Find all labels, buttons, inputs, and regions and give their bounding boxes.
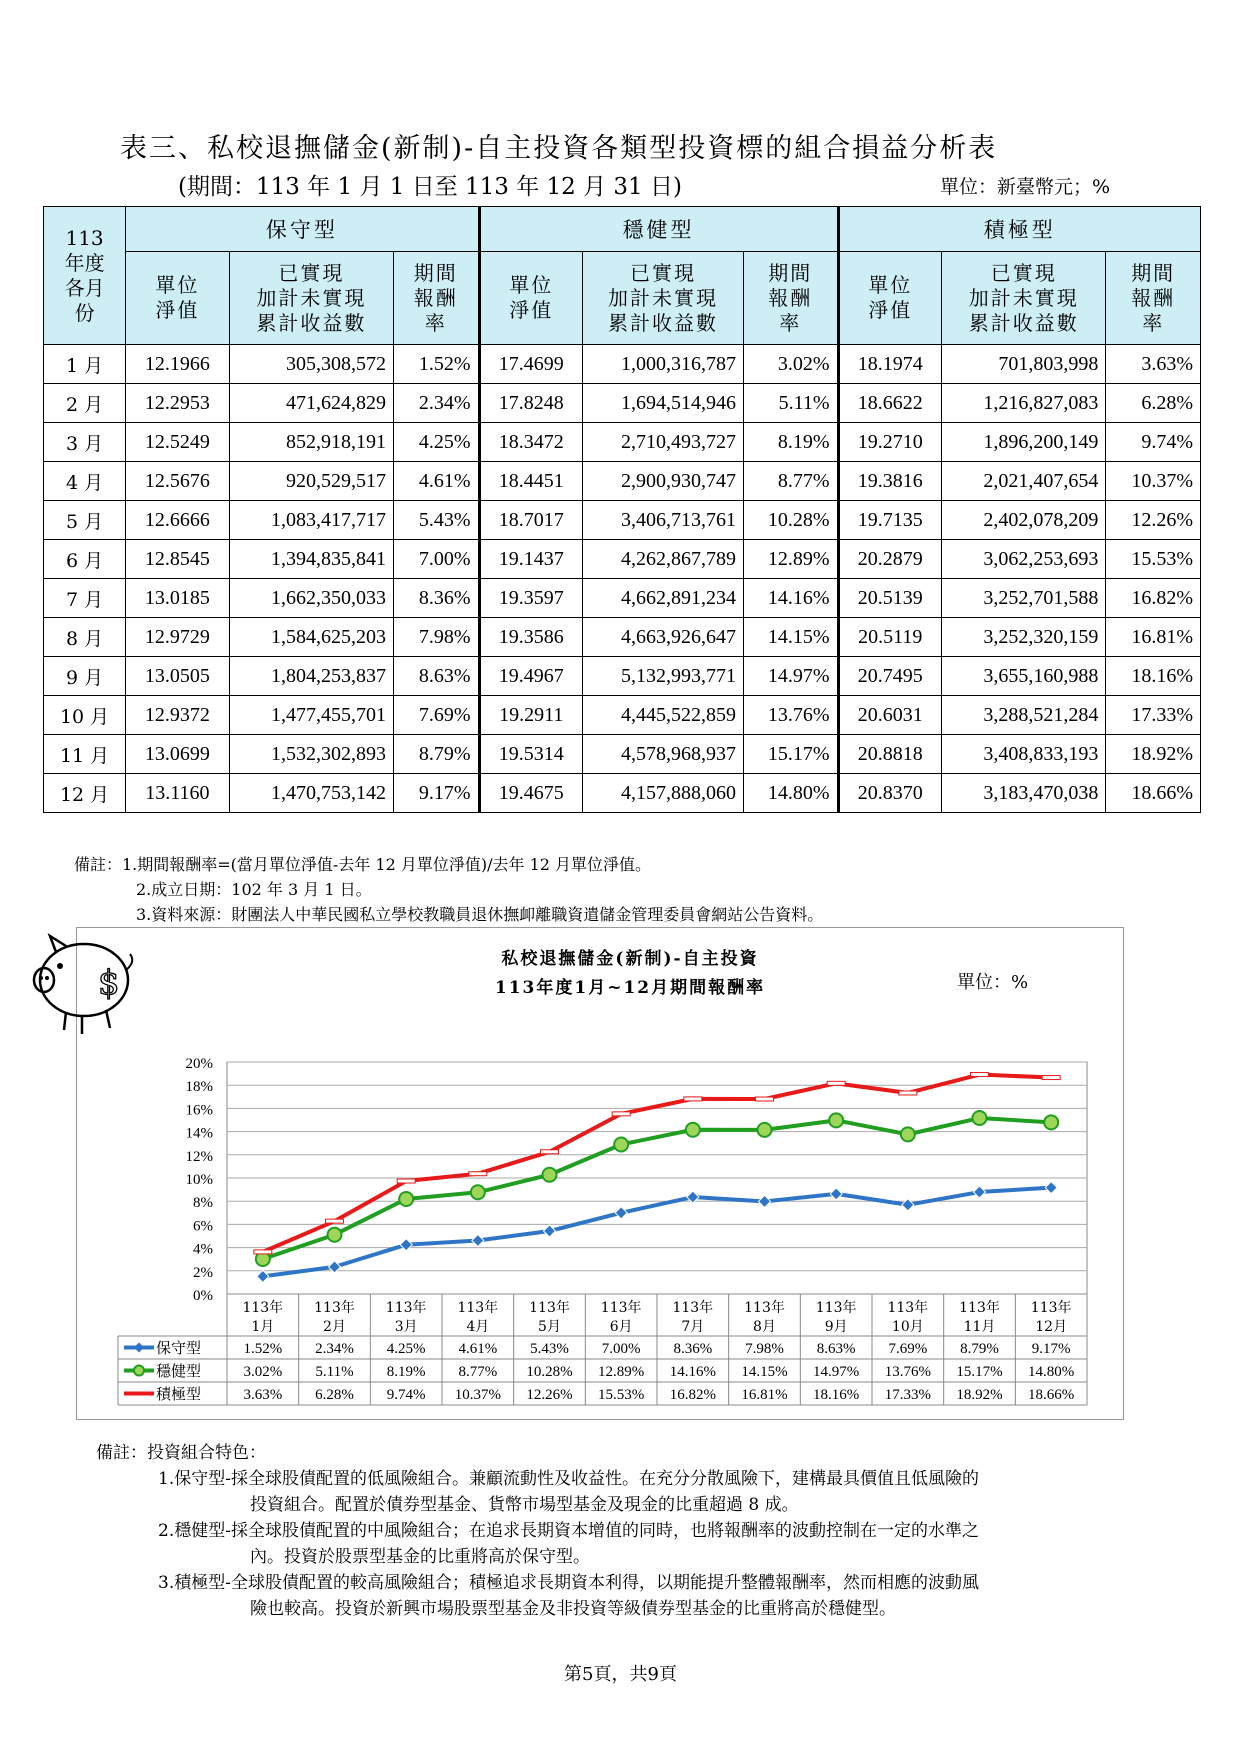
nav-cell: 19.5314 (479, 735, 583, 774)
data-point (1044, 1115, 1058, 1129)
data-label: 10.37% (454, 1387, 501, 1403)
rate-cell: 12.89% (744, 540, 839, 579)
legend-label: 保守型 (156, 1339, 202, 1357)
gain-cell: 3,406,713,761 (583, 501, 744, 540)
gain-cell: 1,662,350,033 (229, 579, 393, 618)
note-line: 備註：1.期間報酬率=(當月單位淨值-去年 12 月單位淨值)/去年 12 月單位淨值。 (74, 855, 652, 874)
gain-cell: 4,445,522,859 (583, 696, 744, 735)
data-point (684, 1097, 702, 1101)
rate-cell: 14.16% (744, 579, 839, 618)
x-tick-label: 113年 (744, 1300, 785, 1316)
x-tick-label: 10月 (891, 1319, 924, 1335)
data-point (827, 1081, 845, 1085)
rate-cell: 10.37% (1106, 462, 1201, 501)
data-label: 5.43% (530, 1341, 569, 1357)
nav-cell: 17.8248 (479, 384, 583, 423)
data-point (686, 1123, 700, 1137)
data-point (971, 1073, 989, 1077)
nav-cell: 20.5139 (838, 579, 942, 618)
rate-cell: 12.26% (1106, 501, 1201, 540)
rate-cell: 3.63% (1106, 345, 1201, 384)
nav-cell: 13.0505 (126, 657, 230, 696)
gain-cell: 3,062,253,693 (942, 540, 1106, 579)
portfolio-notes (96, 1440, 979, 1622)
page-title: 表三、私校退撫儲金(新制)-自主投資各類型投資標的組合損益分析表 (120, 133, 998, 164)
note-line: 2.成立日期：102 年 3 月 1 日。 (136, 880, 372, 899)
gain-cell: 2,900,930,747 (583, 462, 744, 501)
nav-cell: 19.3597 (479, 579, 583, 618)
rate-cell: 10.28% (744, 501, 839, 540)
data-label: 14.15% (741, 1364, 788, 1380)
rate-cell: 18.92% (1106, 735, 1201, 774)
x-tick-label: 9月 (824, 1319, 848, 1335)
data-label: 17.33% (884, 1387, 931, 1403)
nav-cell: 12.5249 (126, 423, 230, 462)
data-point (471, 1185, 485, 1199)
nav-cell: 19.4967 (479, 657, 583, 696)
nav-cell: 19.1437 (479, 540, 583, 579)
nav-cell: 20.7495 (838, 657, 942, 696)
x-tick-label: 5月 (538, 1319, 561, 1335)
data-point (829, 1113, 843, 1127)
month-cell: 12 月 (44, 774, 126, 813)
data-point (901, 1127, 915, 1141)
period-return-header: 期間 報酬 率 (1106, 252, 1201, 345)
x-tick-label: 6月 (609, 1319, 633, 1335)
nav-cell: 12.2953 (126, 384, 230, 423)
gain-cell: 4,663,926,647 (583, 618, 744, 657)
nav-cell: 19.3816 (838, 462, 942, 501)
rate-cell: 6.28% (1106, 384, 1201, 423)
gain-cell: 3,252,320,159 (942, 618, 1106, 657)
nav-cell: 20.8818 (838, 735, 942, 774)
x-tick-label: 7月 (681, 1319, 705, 1335)
data-label: 14.97% (813, 1364, 860, 1380)
svg-text:$: $ (98, 963, 120, 1003)
rate-cell: 13.76% (744, 696, 839, 735)
data-label: 4.61% (458, 1341, 498, 1357)
gain-cell: 471,624,829 (229, 384, 393, 423)
month-cell: 5 月 (44, 501, 126, 540)
rate-cell: 16.81% (1106, 618, 1201, 657)
unit-nav-header: 單位 淨值 (838, 252, 942, 345)
data-label: 8.19% (386, 1364, 426, 1380)
chart-unit: 單位：% (957, 972, 1029, 993)
month-cell: 6 月 (44, 540, 126, 579)
month-cell: 3 月 (44, 423, 126, 462)
x-tick-label: 113年 (314, 1300, 355, 1316)
y-tick-label: 8% (193, 1195, 213, 1212)
cumulative-gain-header: 已實現 加計未實現 累計收益數 (583, 252, 744, 345)
data-label: 2.34% (315, 1341, 354, 1357)
notes-header: 備註：投資組合特色： (96, 1443, 266, 1463)
data-label: 7.98% (745, 1341, 784, 1357)
x-tick-label: 113年 (887, 1300, 929, 1316)
gain-cell: 1,804,253,837 (229, 657, 393, 696)
data-label: 8.77% (458, 1364, 498, 1380)
gain-cell: 1,694,514,946 (583, 384, 744, 423)
data-point (899, 1091, 917, 1095)
data-label: 13.76% (884, 1364, 931, 1380)
nav-cell: 13.0699 (126, 735, 230, 774)
note-item-1-cont: 投資組合。配置於債券型基金、貨幣市場型基金及現金的比重超過 8 成。 (250, 1495, 799, 1515)
gain-cell: 4,157,888,060 (583, 774, 744, 813)
nav-cell: 18.7017 (479, 501, 583, 540)
data-point (758, 1123, 772, 1137)
nav-cell: 18.3472 (479, 423, 583, 462)
data-label: 12.26% (526, 1387, 573, 1403)
note-item-2: 2.穩健型-採全球股債配置的中風險組合；在追求長期資本增值的同時，也將報酬率的波動控制在一定的水準之 (158, 1521, 979, 1541)
month-cell: 2 月 (44, 384, 126, 423)
unit-nav-header: 單位 淨值 (126, 252, 230, 345)
period-return-header: 期間 報酬 率 (394, 252, 480, 345)
month-cell: 10 月 (44, 696, 126, 735)
data-point (397, 1179, 415, 1183)
x-tick-label: 113年 (815, 1300, 857, 1316)
gain-cell: 4,578,968,937 (583, 735, 744, 774)
gain-cell: 1,216,827,083 (942, 384, 1106, 423)
data-label: 18.66% (1028, 1387, 1075, 1403)
gain-cell: 1,584,625,203 (229, 618, 393, 657)
x-tick-label: 113年 (1030, 1300, 1072, 1316)
gain-cell: 3,288,521,284 (942, 696, 1106, 735)
x-tick-label: 113年 (529, 1300, 570, 1316)
nav-cell: 12.5676 (126, 462, 230, 501)
x-tick-label: 113年 (600, 1300, 642, 1316)
rate-cell: 7.69% (394, 696, 480, 735)
rate-cell: 8.79% (394, 735, 480, 774)
rate-cell: 8.36% (394, 579, 480, 618)
note-item-3-cont: 險也較高。投資於新興市場股票型基金及非投資等級債券型基金的比重將高於穩健型。 (250, 1599, 896, 1619)
data-label: 16.81% (741, 1387, 788, 1403)
data-point (469, 1172, 487, 1176)
gain-cell: 3,655,160,988 (942, 657, 1106, 696)
note-item-1: 1.保守型-採全球股債配置的低風險組合。兼顧流動性及收益性。在充分分散風險下，建構最具價值且低風險的 (158, 1469, 979, 1489)
rate-cell: 4.61% (394, 462, 480, 501)
data-label: 12.89% (598, 1364, 645, 1380)
nav-cell: 12.9729 (126, 618, 230, 657)
y-tick-label: 16% (185, 1102, 213, 1119)
gain-cell: 920,529,517 (229, 462, 393, 501)
data-label: 14.80% (1028, 1364, 1075, 1380)
nav-cell: 20.5119 (838, 618, 942, 657)
unit-text: 單位：新臺幣元；% (940, 176, 1111, 198)
data-label: 18.16% (813, 1387, 860, 1403)
gain-cell: 1,394,835,841 (229, 540, 393, 579)
nav-cell: 19.4675 (479, 774, 583, 813)
month-cell: 4 月 (44, 462, 126, 501)
data-point (399, 1192, 413, 1206)
nav-cell: 12.8545 (126, 540, 230, 579)
nav-cell: 13.1160 (126, 774, 230, 813)
group-header-balanced: 穩健型 (479, 207, 838, 252)
month-cell: 8 月 (44, 618, 126, 657)
nav-cell: 20.2879 (838, 540, 942, 579)
x-tick-label: 1月 (251, 1319, 275, 1335)
rate-cell: 18.16% (1106, 657, 1201, 696)
x-tick-label: 113年 (242, 1300, 284, 1316)
data-point (254, 1250, 272, 1254)
data-label: 4.25% (386, 1341, 426, 1357)
legend-marker (134, 1343, 144, 1353)
data-point (756, 1097, 774, 1101)
rate-cell: 5.43% (394, 501, 480, 540)
nav-cell: 19.7135 (838, 501, 942, 540)
gain-cell: 3,252,701,588 (942, 579, 1106, 618)
period-text: (期間：113 年 1 月 1 日至 113 年 12 月 31 日) (178, 174, 682, 200)
data-label: 3.63% (243, 1387, 283, 1403)
gain-cell: 4,262,867,789 (583, 540, 744, 579)
gain-cell: 701,803,998 (942, 345, 1106, 384)
gain-cell: 305,308,572 (229, 345, 393, 384)
legend-marker (134, 1366, 144, 1376)
x-tick-label: 113年 (959, 1300, 1000, 1316)
x-tick-label: 2月 (323, 1319, 346, 1335)
rate-cell: 9.74% (1106, 423, 1201, 462)
data-point (612, 1112, 630, 1116)
data-label: 8.63% (816, 1341, 856, 1357)
month-cell: 7 月 (44, 579, 126, 618)
gain-cell: 3,408,833,193 (942, 735, 1106, 774)
rate-cell: 17.33% (1106, 696, 1201, 735)
y-tick-label: 14% (185, 1125, 213, 1142)
y-tick-label: 12% (185, 1148, 213, 1165)
y-tick-label: 0% (193, 1288, 213, 1304)
month-cell: 9 月 (44, 657, 126, 696)
data-label: 9.17% (1031, 1341, 1071, 1357)
nav-cell: 13.0185 (126, 579, 230, 618)
nav-cell: 17.4699 (479, 345, 583, 384)
gain-cell: 5,132,993,771 (583, 657, 744, 696)
page-footer: 第5頁，共9頁 (564, 1664, 677, 1685)
y-tick-label: 20% (185, 1056, 213, 1072)
rate-cell: 16.82% (1106, 579, 1201, 618)
note-item-3: 3.積極型-全球股債配置的較高風險組合；積極追求長期資本利得，以期能提升整體報酬率，然而相應的波動風 (158, 1573, 979, 1593)
gain-cell: 2,021,407,654 (942, 462, 1106, 501)
rate-cell: 8.19% (744, 423, 839, 462)
rate-cell: 8.77% (744, 462, 839, 501)
legend-label: 穩健型 (156, 1362, 202, 1380)
y-tick-label: 2% (193, 1264, 213, 1281)
gain-cell: 1,477,455,701 (229, 696, 393, 735)
x-tick-label: 3月 (394, 1319, 418, 1335)
x-tick-label: 113年 (385, 1300, 427, 1316)
nav-cell: 19.2911 (479, 696, 583, 735)
period-return-header: 期間 報酬 率 (744, 252, 839, 345)
group-header-aggressive: 積極型 (838, 207, 1200, 252)
data-point (614, 1137, 628, 1151)
x-tick-label: 11月 (963, 1319, 996, 1335)
y-tick-label: 10% (185, 1172, 213, 1188)
rate-cell: 5.11% (744, 384, 839, 423)
gain-cell: 1,896,200,149 (942, 423, 1106, 462)
x-tick-label: 4月 (466, 1319, 490, 1335)
cumulative-gain-header: 已實現 加計未實現 累計收益數 (942, 252, 1106, 345)
x-tick-label: 8月 (753, 1319, 776, 1335)
gain-cell: 2,402,078,209 (942, 501, 1106, 540)
y-tick-label: 4% (193, 1241, 213, 1258)
data-label: 16.82% (669, 1387, 716, 1403)
nav-cell: 19.3586 (479, 618, 583, 657)
nav-cell: 12.9372 (126, 696, 230, 735)
rate-cell: 18.66% (1106, 774, 1201, 813)
data-point (328, 1228, 342, 1242)
y-tick-label: 6% (193, 1218, 213, 1235)
note-item-2-cont: 內。投資於股票型基金的比重將高於保守型。 (250, 1547, 590, 1567)
month-cell: 11 月 (44, 735, 126, 774)
data-label: 5.11% (315, 1364, 354, 1380)
data-label: 8.79% (960, 1341, 999, 1357)
nav-cell: 12.1966 (126, 345, 230, 384)
rate-cell: 3.02% (744, 345, 839, 384)
data-label: 10.28% (526, 1364, 573, 1380)
cumulative-gain-header: 已實現 加計未實現 累計收益數 (229, 252, 393, 345)
gain-cell: 2,710,493,727 (583, 423, 744, 462)
nav-cell: 20.8370 (838, 774, 942, 813)
nav-cell: 19.2710 (838, 423, 942, 462)
nav-cell: 20.6031 (838, 696, 942, 735)
rate-cell: 9.17% (394, 774, 480, 813)
data-label: 3.02% (243, 1364, 283, 1380)
data-point (1042, 1076, 1060, 1080)
rate-cell: 7.00% (394, 540, 480, 579)
x-tick-label: 12月 (1035, 1319, 1068, 1335)
chart-title: 私校退撫儲金(新制)-自主投資 113年度1月~12月期間報酬率 (494, 949, 766, 998)
data-point (541, 1150, 559, 1154)
month-cell: 1 月 (44, 345, 126, 384)
rate-cell: 8.63% (394, 657, 480, 696)
note-line: 3.資料來源：財團法人中華民國私立學校教職員退休撫卹離職資遣儲金管理委員會網站公告資料。 (136, 905, 824, 924)
gain-cell: 1,532,302,893 (229, 735, 393, 774)
data-point (326, 1219, 344, 1223)
nav-cell: 12.6666 (126, 501, 230, 540)
data-label: 7.69% (888, 1341, 928, 1357)
rate-cell: 14.97% (744, 657, 839, 696)
gain-cell: 852,918,191 (229, 423, 393, 462)
gain-cell: 4,662,891,234 (583, 579, 744, 618)
nav-cell: 18.6622 (838, 384, 942, 423)
data-label: 15.17% (956, 1364, 1003, 1380)
group-header-conservative: 保守型 (126, 207, 479, 252)
gain-cell: 1,083,417,717 (229, 501, 393, 540)
gain-cell: 3,183,470,038 (942, 774, 1106, 813)
rate-cell: 2.34% (394, 384, 480, 423)
rate-cell: 15.53% (1106, 540, 1201, 579)
x-tick-label: 113年 (672, 1300, 714, 1316)
data-point (543, 1168, 557, 1182)
data-label: 14.16% (669, 1364, 716, 1380)
y-tick-label: 18% (185, 1079, 213, 1096)
data-label: 7.00% (601, 1341, 641, 1357)
gain-cell: 1,000,316,787 (583, 345, 744, 384)
corner-header: 113 年度 各月 份 (44, 207, 126, 345)
rate-cell: 14.80% (744, 774, 839, 813)
data-label: 1.52% (243, 1341, 283, 1357)
nav-cell: 18.4451 (479, 462, 583, 501)
data-label: 15.53% (598, 1387, 645, 1403)
data-label: 8.36% (673, 1341, 713, 1357)
data-label: 9.74% (386, 1387, 426, 1403)
unit-nav-header: 單位 淨值 (479, 252, 583, 345)
rate-cell: 14.15% (744, 618, 839, 657)
rate-cell: 1.52% (394, 345, 480, 384)
x-tick-label: 113年 (457, 1300, 499, 1316)
rate-cell: 15.17% (744, 735, 839, 774)
data-label: 6.28% (315, 1387, 354, 1403)
data-label: 18.92% (956, 1387, 1003, 1403)
data-point (973, 1111, 987, 1125)
legend-label: 積極型 (156, 1385, 202, 1403)
gain-cell: 1,470,753,142 (229, 774, 393, 813)
rate-cell: 7.98% (394, 618, 480, 657)
nav-cell: 18.1974 (838, 345, 942, 384)
rate-cell: 4.25% (394, 423, 480, 462)
